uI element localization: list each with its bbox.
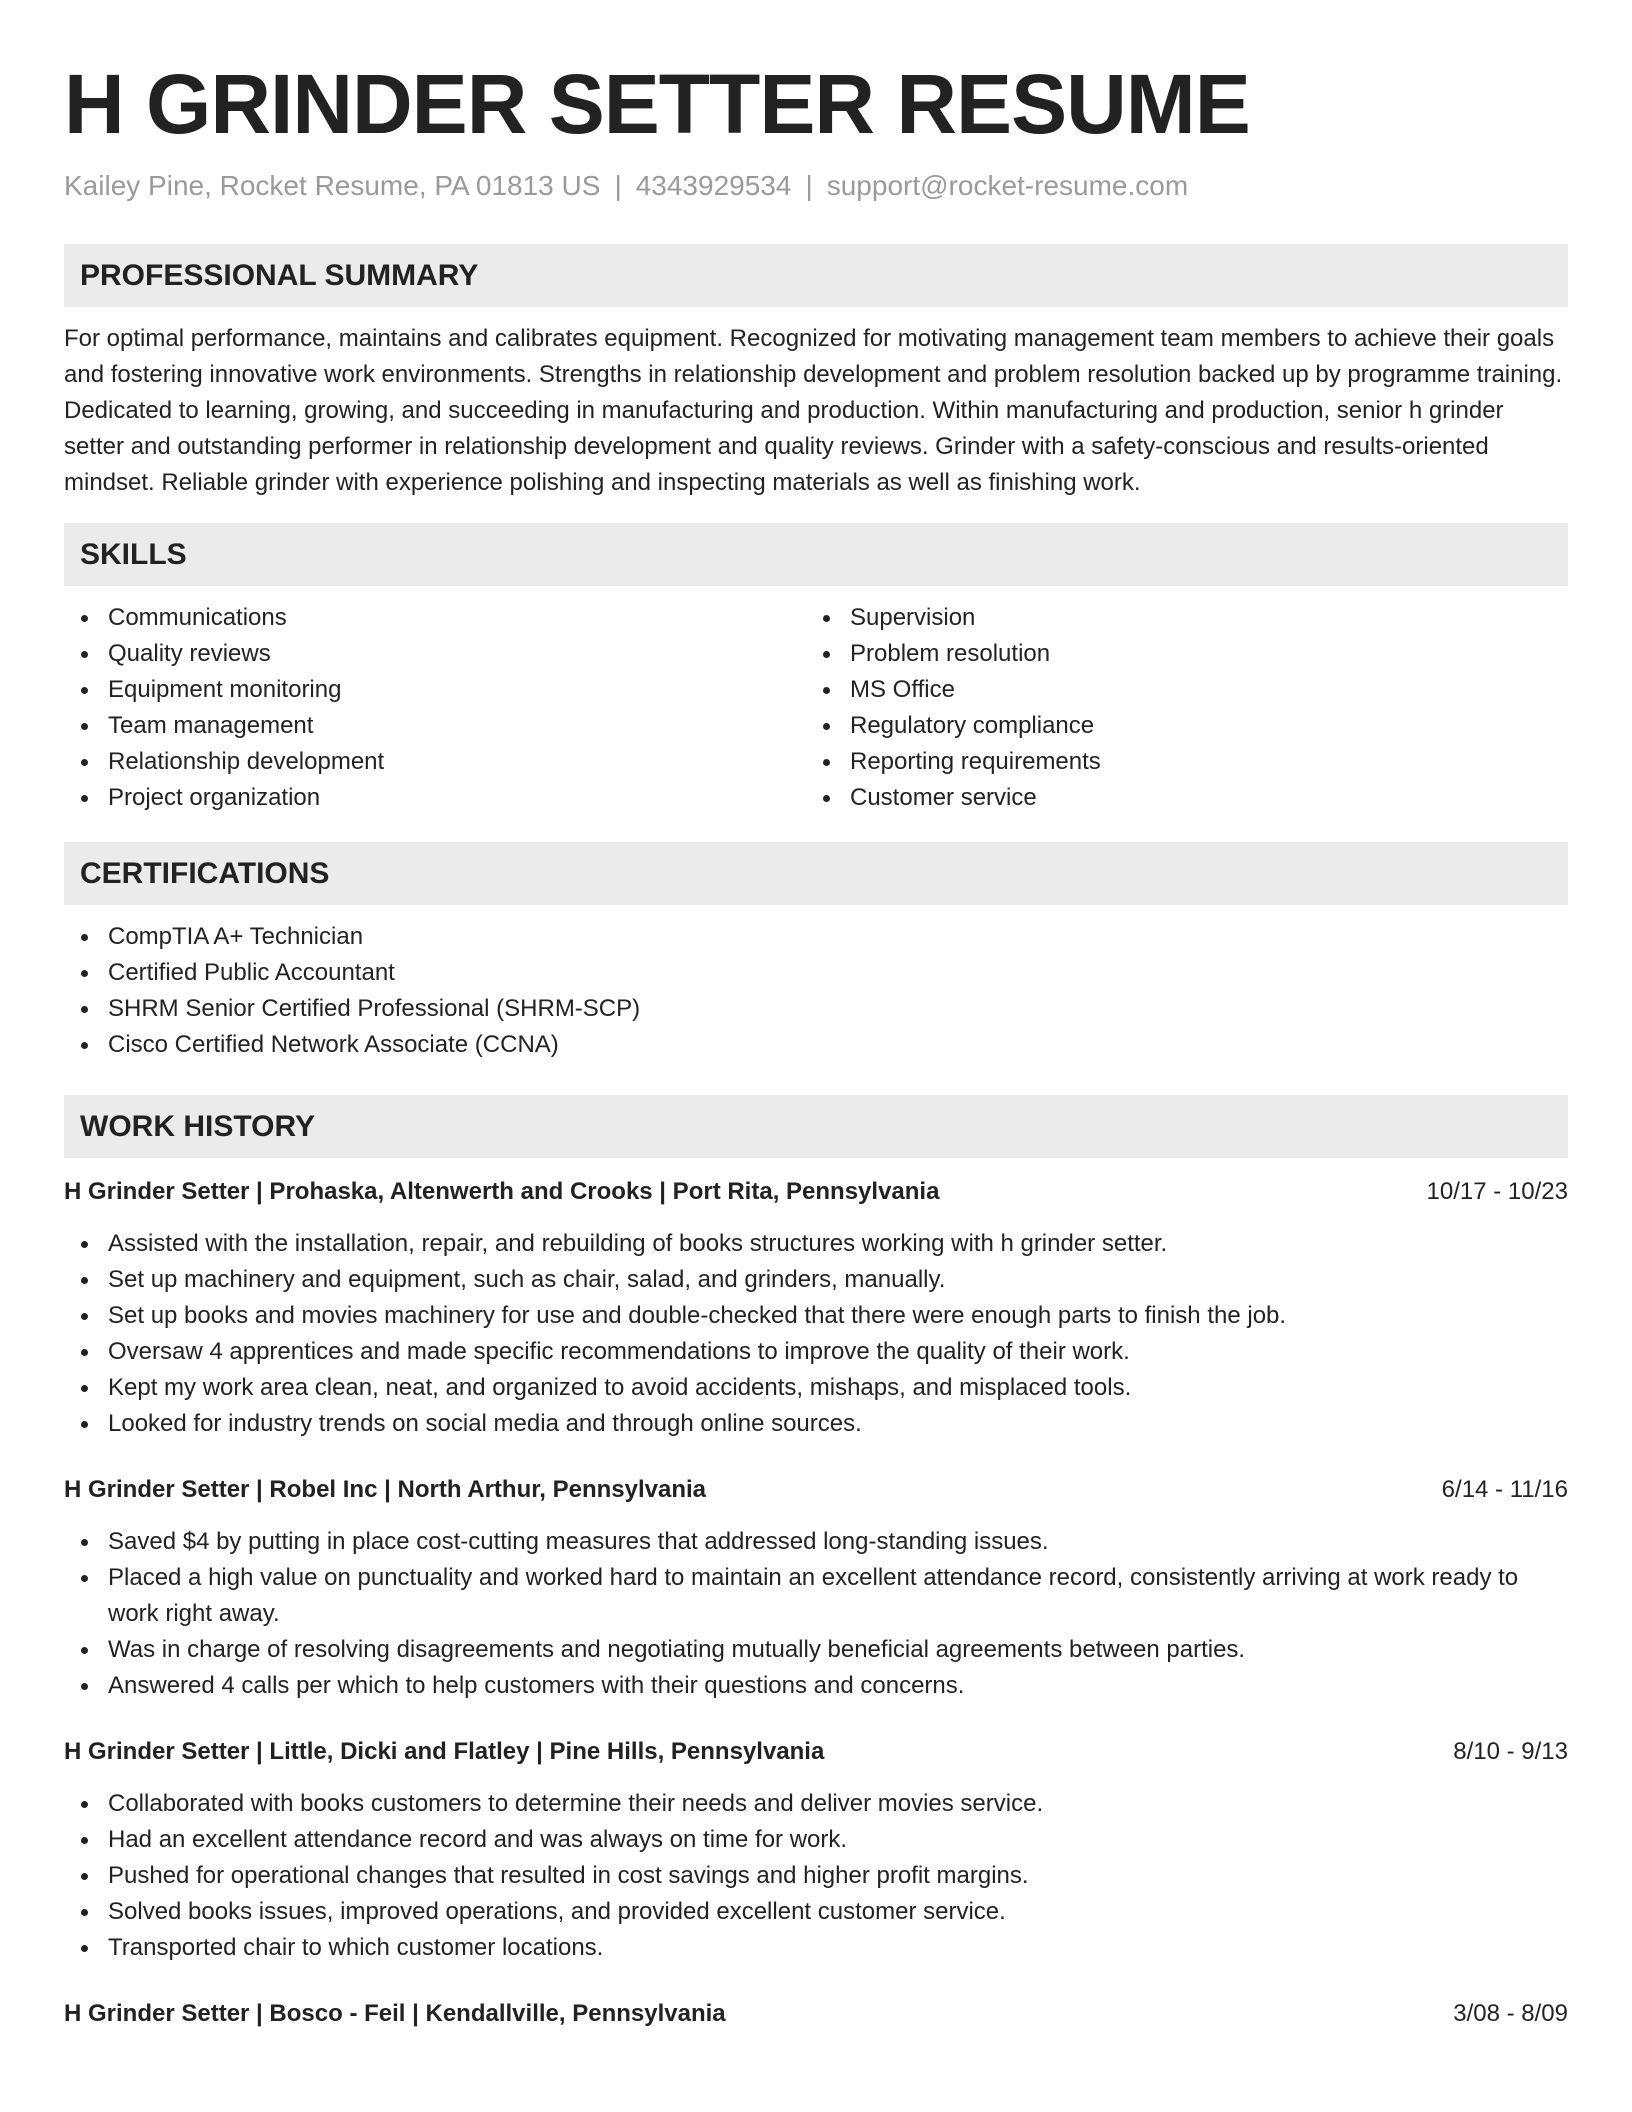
job-bullet: Collaborated with books customers to determine their needs and deliver movies service.	[64, 1786, 1568, 1822]
skill-item: Project organization	[64, 780, 806, 816]
job-title: H Grinder Setter | Prohaska, Altenwerth and Crooks | Port Rita, Pennsylvania	[64, 1178, 940, 1205]
contact-phone: 4343929534	[635, 170, 792, 201]
job-bullet: Transported chair to which customer locations.	[64, 1930, 1568, 1966]
certifications-heading: CERTIFICATIONS	[64, 842, 1568, 905]
skill-item: Regulatory compliance	[806, 708, 1548, 744]
certification-item: Certified Public Accountant	[64, 955, 1568, 991]
job-entry	[64, 1734, 1568, 1966]
job-title: H Grinder Setter | Little, Dicki and Flatley | Pine Hills, Pennsylvania	[64, 1738, 825, 1765]
job-entry	[64, 1174, 1568, 1442]
skills-right-list	[806, 600, 1548, 816]
skill-item: Customer service	[806, 780, 1548, 816]
work-history-section	[64, 1095, 1568, 2032]
job-dates: 10/17 - 10/23	[1426, 1178, 1568, 1205]
certifications-section	[64, 842, 1568, 1063]
job-bullet: Placed a high value on punctuality and worked hard to maintain an excellent attendance record, consistently arriving at work ready to work right away.	[64, 1560, 1568, 1632]
skill-item: MS Office	[806, 672, 1548, 708]
job-bullet: Answered 4 calls per which to help customers with their questions and concerns.	[64, 1668, 1568, 1704]
contact-line	[64, 168, 1568, 204]
skill-item: Supervision	[806, 600, 1548, 636]
contact-email: support@rocket-resume.com	[826, 170, 1189, 201]
contact-address: Kailey Pine, Rocket Resume, PA 01813 US	[64, 170, 601, 201]
certifications-list	[64, 919, 1568, 1063]
contact-separator: |	[805, 170, 813, 201]
work-history-heading: WORK HISTORY	[64, 1095, 1568, 1158]
skills-heading: SKILLS	[64, 523, 1568, 586]
job-bullets	[64, 1226, 1568, 1442]
skills-section	[64, 523, 1568, 816]
job-bullets	[64, 1786, 1568, 1966]
job-entry	[64, 1996, 1568, 2032]
job-title: H Grinder Setter | Robel Inc | North Arthur, Pennsylvania	[64, 1476, 706, 1503]
job-bullet: Was in charge of resolving disagreements and negotiating mutually beneficial agreements between parties.	[64, 1632, 1568, 1668]
job-bullet: Saved $4 by putting in place cost-cutting measures that addressed long-standing issues.	[64, 1524, 1568, 1560]
job-header	[64, 1996, 1568, 2032]
skill-item: Relationship development	[64, 744, 806, 780]
job-dates: 8/10 - 9/13	[1453, 1738, 1568, 1765]
certification-item: CompTIA A+ Technician	[64, 919, 1568, 955]
skill-item: Team management	[64, 708, 806, 744]
job-entry	[64, 1472, 1568, 1704]
job-bullet: Set up books and movies machinery for use and double-checked that there were enough parts to finish the job.	[64, 1298, 1568, 1334]
skill-item: Equipment monitoring	[64, 672, 806, 708]
job-bullet: Had an excellent attendance record and was always on time for work.	[64, 1822, 1568, 1858]
certification-item: SHRM Senior Certified Professional (SHRM-SCP)	[64, 991, 1568, 1027]
job-header	[64, 1472, 1568, 1508]
job-bullets	[64, 1524, 1568, 1704]
job-bullet: Looked for industry trends on social media and through online sources.	[64, 1406, 1568, 1442]
summary-section	[64, 244, 1568, 501]
skills-left-list	[64, 600, 806, 816]
summary-heading: PROFESSIONAL SUMMARY	[64, 244, 1568, 307]
job-title: H Grinder Setter | Bosco - Feil | Kendallville, Pennsylvania	[64, 2000, 726, 2027]
job-bullet: Set up machinery and equipment, such as chair, salad, and grinders, manually.	[64, 1262, 1568, 1298]
summary-text: For optimal performance, maintains and calibrates equipment. Recognized for motivating management team members to achieve their goals and fostering innovative work environments. Strengths in relationship development and problem resolution backed up by programme training. Dedicated to learning, growing, and succeeding in manufacturing and production. Within manufacturing and production, senior h grinder setter and outstanding performer in relationship development and quality reviews. Grinder with a safety-conscious and results-oriented mindset. Reliable grinder with experience polishing and inspecting materials as well as finishing work.	[64, 325, 1563, 496]
job-dates: 6/14 - 11/16	[1441, 1476, 1568, 1503]
contact-separator: |	[614, 170, 622, 201]
resume-title: H GRINDER SETTER RESUME	[64, 57, 1250, 151]
job-bullet: Assisted with the installation, repair, and rebuilding of books structures working with h grinder setter.	[64, 1226, 1568, 1262]
skill-item: Reporting requirements	[806, 744, 1548, 780]
skill-item: Problem resolution	[806, 636, 1548, 672]
job-bullet: Pushed for operational changes that resulted in cost savings and higher profit margins.	[64, 1858, 1568, 1894]
job-header	[64, 1734, 1568, 1770]
job-bullet: Oversaw 4 apprentices and made specific recommendations to improve the quality of their work.	[64, 1334, 1568, 1370]
job-header	[64, 1174, 1568, 1210]
job-bullet: Kept my work area clean, neat, and organized to avoid accidents, mishaps, and misplaced tools.	[64, 1370, 1568, 1406]
skill-item: Communications	[64, 600, 806, 636]
certification-item: Cisco Certified Network Associate (CCNA)	[64, 1027, 1568, 1063]
job-bullet: Solved books issues, improved operations, and provided excellent customer service.	[64, 1894, 1568, 1930]
skills-grid	[64, 600, 1568, 816]
job-dates: 3/08 - 8/09	[1453, 2000, 1568, 2027]
skill-item: Quality reviews	[64, 636, 806, 672]
